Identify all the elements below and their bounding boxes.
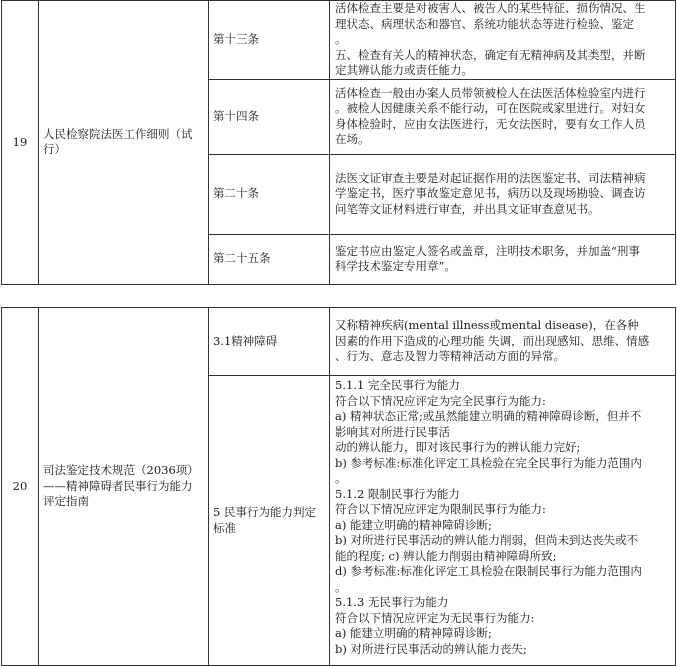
article-label: 第二十五条	[209, 234, 330, 284]
law-title: 司法鉴定技术规范（2036项） ——精神障碍者民事行为能力 评定指南	[39, 308, 209, 666]
article-label: 第二十条	[209, 154, 330, 234]
section-content: 5.1.1 完全民事行为能力 符合以下情况应评定为完全民事行为能力: a) 精神状态正常;或虽然能建立明确的精神障碍诊断，但并不 影响其对所进行民事活 动的辨认能力，即对该民事行为的辨认能力完好; b) 参考标准:标准化评定工具检验在完全民事行为能力范围内 。 5.1.2 限制民事行为能力 符合以下情况应评定为限制民事行为能力: a) 能建立明确的精神障碍诊断; b) 对所进行民事活动的辨认能力削弱，但尚未到达丧失或不 能的程度; c) 辨认能力削弱由精神障碍所致; d) 参考标准:标准化评定工具检验在限制民事行为能力范围内 。 5.1.3 无民事行为能力 符合以下情况应评定为无民事行为能力: a) 能建立明确的精神障碍诊断; b) 对所进行民事活动的辨认能力丧失;	[330, 376, 676, 666]
article-content: 活体检查主要是对被害人、被告人的某些特征、损伤情况、生 理状态、病理状态和器官、系统功能状态等进行检验、鉴定 。 五、检查有关人的精神状态，确定有无精神病及其类型，并断 定其辨认能力或责任能力。	[330, 1, 676, 80]
section-content: 又称精神疾病(mental illness或mental disease)，在各种 因素的作用下造成的心理功能 失调，而出现感知、思维、情感 、行为、意志及智力等精神活动方面的异常。	[330, 308, 676, 376]
regulation-table-20	[1, 307, 676, 666]
row-number: 19	[2, 1, 39, 285]
article-label: 第十三条	[209, 1, 330, 80]
article-content: 法医文证审查主要是对起证据作用的法医鉴定书、司法精神病 学鉴定书，医疗事故鉴定意见书，病历以及现场勘验、调查访 问笔等文证材料进行审查，并出具文证审查意见书。	[330, 154, 676, 234]
section-label: 5 民事行为能力判定 标准	[209, 376, 330, 666]
row-number: 20	[2, 308, 39, 666]
regulation-table-19	[1, 0, 676, 285]
law-title: 人民检察院法医工作细则（试 行）	[39, 1, 209, 285]
article-content: 活体检查一般由办案人员带领被检人在法医活体检验室内进行 。被检人因健康关系不能行动，可在医院或家里进行。对妇女 身体检验时，应由女法医进行，无女法医时，要有女工作人员 在场。	[330, 79, 676, 154]
article-content: 鉴定书应由鉴定人签名或盖章，注明技术职务，并加盖“刑事 科学技术鉴定专用章”。	[330, 234, 676, 284]
section-label: 3.1精神障碍	[209, 308, 330, 376]
article-label: 第十四条	[209, 79, 330, 154]
